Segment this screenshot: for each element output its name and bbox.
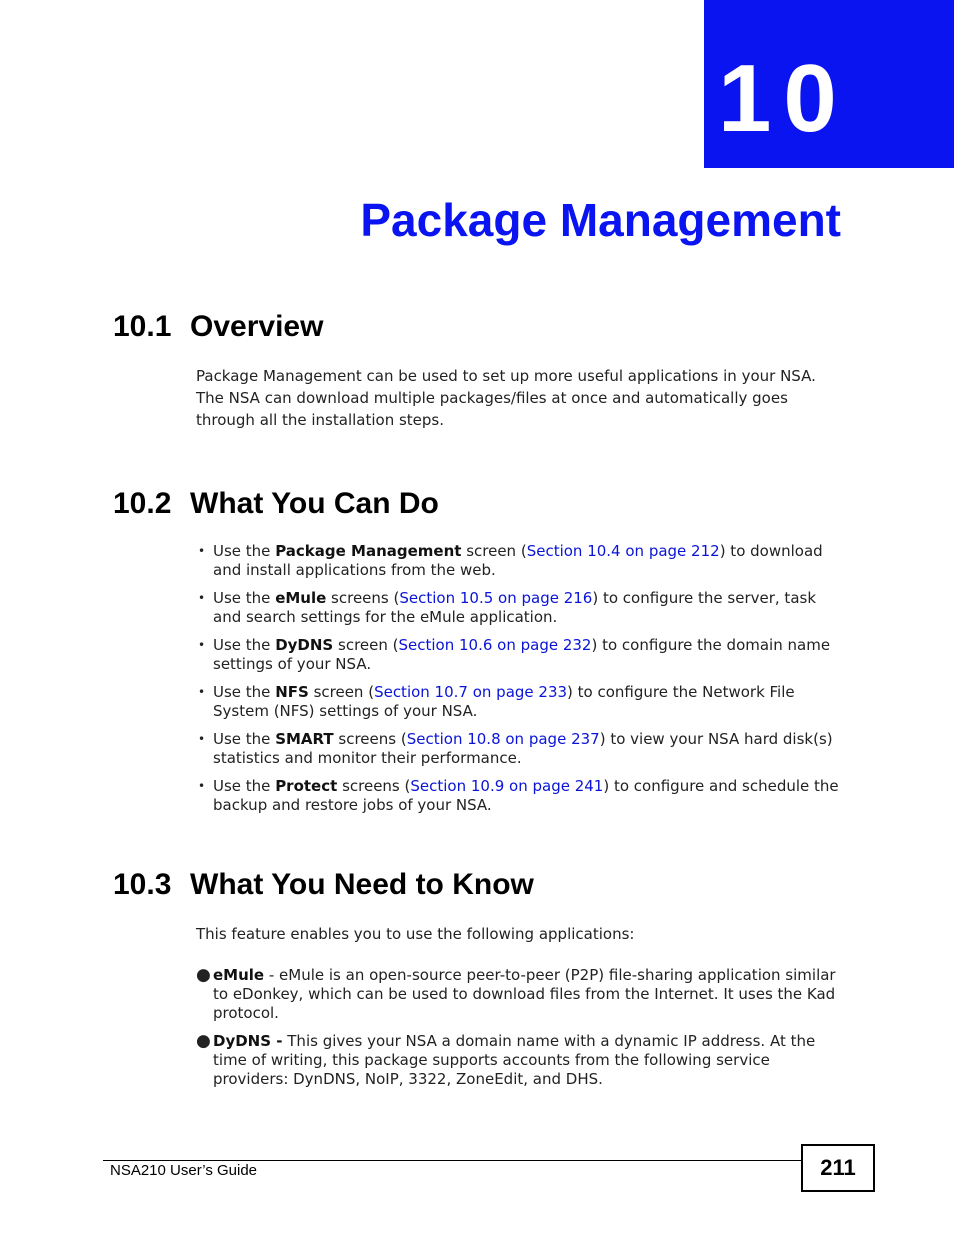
screen-name: SMART bbox=[275, 730, 334, 748]
bullet-icon: • bbox=[198, 732, 206, 746]
screen-name: Package Management bbox=[275, 542, 462, 560]
section-number: 10.2 bbox=[113, 487, 172, 520]
list-item: • Use the DyDNS screen (Section 10.6 on page 232) to configure the domain name settings of your NSA. bbox=[198, 636, 831, 673]
section-heading-what-you-can-do bbox=[113, 486, 439, 522]
list-item: • Use the Package Management screen (Section 10.4 on page 212) to download and install applications from the web. bbox=[198, 542, 823, 579]
section-title: What You Can Do bbox=[190, 487, 439, 520]
footer-guide-title: NSA210 User’s Guide bbox=[110, 1162, 258, 1179]
list-item: • Use the SMART screens (Section 10.8 on page 237) to view your NSA hard disk(s) statistics and monitor their performance. bbox=[198, 730, 833, 767]
section-heading-what-you-need-to-know bbox=[113, 867, 534, 903]
bullet-icon: ● bbox=[196, 1031, 211, 1051]
application-name: DyDNS - bbox=[213, 1032, 283, 1050]
section-title: Overview bbox=[190, 310, 324, 343]
screen-name: eMule bbox=[275, 589, 327, 607]
can-do-list bbox=[196, 542, 846, 815]
screen-name: NFS bbox=[275, 683, 309, 701]
screen-name: Protect bbox=[275, 777, 338, 795]
screen-name: DyDNS bbox=[275, 636, 334, 654]
section-title: What You Need to Know bbox=[190, 868, 534, 901]
section-number: 10.3 bbox=[113, 868, 172, 901]
page-number: 211 bbox=[801, 1144, 875, 1192]
section-link[interactable]: Section 10.5 on page 216 bbox=[399, 589, 593, 607]
applications-list bbox=[196, 966, 846, 1089]
bullet-icon: • bbox=[198, 638, 206, 652]
section-link[interactable]: Section 10.7 on page 233 bbox=[374, 683, 568, 701]
list-item: • Use the NFS screen (Section 10.7 on page 233) to configure the Network File System (NFS) settings of your NSA. bbox=[198, 683, 795, 720]
list-item: ● DyDNS - This gives your NSA a domain name with a dynamic IP address. At the time of writing, this package supports accounts from the following service providers: DynDNS, NoIP, 3322, ZoneEdit, and DHS. bbox=[196, 1031, 816, 1088]
section-link[interactable]: Section 10.4 on page 212 bbox=[526, 542, 720, 560]
section-link[interactable]: Section 10.8 on page 237 bbox=[406, 730, 600, 748]
bullet-icon: • bbox=[198, 779, 206, 793]
bullet-icon: • bbox=[198, 544, 206, 558]
chapter-title: Package Management bbox=[360, 194, 841, 246]
list-item: • Use the eMule screens (Section 10.5 on page 216) to configure the server, task and search settings for the eMule application. bbox=[198, 589, 817, 626]
bullet-icon: ● bbox=[196, 965, 211, 985]
overview-paragraph: Package Management can be used to set up more useful applications in your NSA. The NSA can download multiple packages/files at once and automatically goes through all the installation steps. bbox=[196, 367, 816, 429]
chapter-number: 10 bbox=[718, 45, 849, 152]
section-link[interactable]: Section 10.9 on page 241 bbox=[410, 777, 604, 795]
footer-rule bbox=[103, 1160, 803, 1161]
bullet-icon: • bbox=[198, 685, 206, 699]
list-item: ● eMule - eMule is an open-source peer-to-peer (P2P) file-sharing application similar to eDonkey, which can be used to download files from the Internet. It uses the Kad protocol. bbox=[196, 965, 836, 1022]
section-link[interactable]: Section 10.6 on page 232 bbox=[398, 636, 592, 654]
section-number: 10.1 bbox=[113, 310, 172, 343]
need-to-know-intro: This feature enables you to use the following applications: bbox=[196, 925, 635, 943]
application-name: eMule bbox=[213, 966, 265, 984]
list-item: • Use the Protect screens (Section 10.9 on page 241) to configure and schedule the backup and restore jobs of your NSA. bbox=[198, 777, 839, 814]
section-heading-overview bbox=[113, 309, 323, 345]
bullet-icon: • bbox=[198, 591, 206, 605]
